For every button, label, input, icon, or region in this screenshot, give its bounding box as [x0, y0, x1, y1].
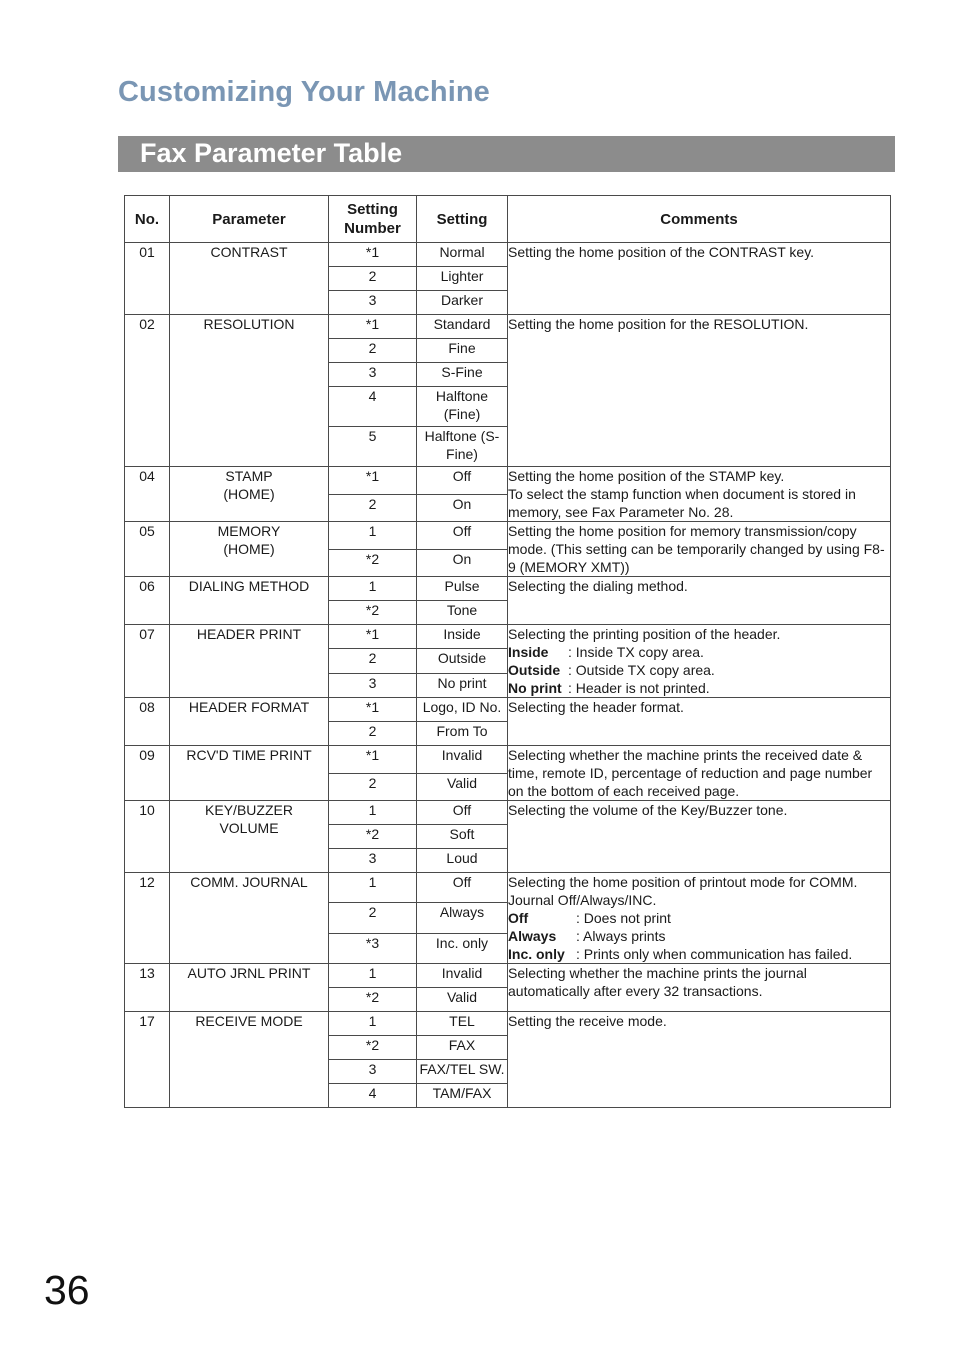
setting-value-cell: Always: [417, 903, 508, 933]
param-name-line: KEY/BUZZER: [205, 802, 293, 818]
comment-text: : Always prints: [576, 928, 666, 944]
setting-value-cell: Fine: [417, 339, 508, 363]
setting-value-cell: Off: [417, 522, 508, 550]
param-no-cell: 12: [125, 873, 170, 964]
param-no-cell: 02: [125, 315, 170, 467]
setting-value-cell: Normal: [417, 243, 508, 267]
comment-line: [508, 315, 890, 333]
table-row: [125, 522, 891, 550]
comment-line: [508, 909, 890, 927]
setting-value-cell: Standard: [417, 315, 508, 339]
setting-number-cell: 1: [329, 873, 417, 903]
setting-number-cell: 2: [329, 339, 417, 363]
setting-number-cell: 5: [329, 427, 417, 467]
setting-number-cell: *2: [329, 601, 417, 625]
table-row: [125, 746, 891, 774]
comment-term: No print: [508, 680, 562, 696]
param-name-cell: [170, 1012, 329, 1108]
comment-term: Inside: [508, 644, 549, 660]
setting-value-cell: Off: [417, 873, 508, 903]
setting-value-cell: Halftone (Fine): [417, 387, 508, 427]
param-name-line: (HOME): [223, 486, 275, 502]
setting-value-cell: Logo, ID No.: [417, 698, 508, 722]
setting-value-cell: Inside: [417, 625, 508, 649]
comments-cell: [508, 746, 891, 801]
comment-text: Setting the receive mode.: [508, 1013, 667, 1029]
setting-number-cell: 3: [329, 1060, 417, 1084]
comment-text: Selecting whether the machine prints the journal automatically after every 32 transactions.: [508, 965, 807, 999]
comment-term: Inc. only: [508, 946, 565, 962]
table-row: [125, 577, 891, 601]
param-no-cell: 01: [125, 243, 170, 315]
comment-line: [508, 243, 890, 261]
header-no: No.: [125, 196, 170, 243]
param-name-cell: [170, 698, 329, 746]
setting-number-cell: *1: [329, 467, 417, 495]
param-name-cell: [170, 467, 329, 522]
comment-text: Setting the home position for the RESOLUTION.: [508, 316, 809, 332]
param-no-cell: 10: [125, 801, 170, 873]
param-name-line: HEADER PRINT: [196, 626, 302, 642]
param-name-cell: [170, 577, 329, 625]
param-name-line: AUTO JRNL PRINT: [187, 965, 311, 981]
comments-cell: [508, 467, 891, 522]
comments-cell: [508, 522, 891, 577]
setting-value-cell: Off: [417, 801, 508, 825]
setting-value-cell: Halftone (S-Fine): [417, 427, 508, 467]
table-row: [125, 315, 891, 339]
setting-number-cell: 2: [329, 649, 417, 673]
param-no-cell: 05: [125, 522, 170, 577]
comment-text: Selecting whether the machine prints the received date & time, remote ID, percentage of reduction and page number on the bottom of each received page.: [508, 747, 873, 799]
setting-number-cell: 1: [329, 577, 417, 601]
param-name-line: COMM. JOURNAL: [190, 874, 308, 890]
table-row: [125, 625, 891, 649]
comment-line: [508, 945, 890, 963]
comment-text: Setting the home position of the STAMP key.: [508, 468, 785, 484]
setting-number-cell: 1: [329, 1012, 417, 1036]
setting-number-cell: *2: [329, 1036, 417, 1060]
comments-cell: [508, 577, 891, 625]
setting-value-cell: Loud: [417, 849, 508, 873]
header-parameter: Parameter: [170, 196, 329, 243]
param-name-cell: [170, 964, 329, 1012]
comment-text: Selecting the volume of the Key/Buzzer tone.: [508, 802, 788, 818]
comments-cell: [508, 243, 891, 315]
setting-value-cell: TAM/FAX: [417, 1084, 508, 1108]
setting-number-cell: 1: [329, 522, 417, 550]
comments-cell: [508, 964, 891, 1012]
param-no-cell: 17: [125, 1012, 170, 1108]
page-banner: [118, 136, 895, 172]
setting-value-cell: On: [417, 494, 508, 522]
setting-value-cell: S-Fine: [417, 363, 508, 387]
param-name-line: DIALING METHOD: [188, 578, 310, 594]
setting-value-cell: Soft: [417, 825, 508, 849]
setting-number-cell: *1: [329, 243, 417, 267]
setting-number-cell: *1: [329, 746, 417, 774]
comment-line: [508, 661, 890, 679]
comments-cell: [508, 698, 891, 746]
comment-line: [508, 927, 890, 945]
comment-line: [508, 801, 890, 819]
param-name-line: CONTRAST: [210, 244, 288, 260]
param-name-line: MEMORY: [217, 523, 281, 539]
comment-line: [508, 746, 890, 800]
comment-line: [508, 964, 890, 1000]
param-no-cell: 13: [125, 964, 170, 1012]
param-name-line: RESOLUTION: [203, 316, 295, 332]
comment-text: To select the stamp function when document is stored in memory, see Fax Parameter No. 28.: [508, 486, 856, 520]
comment-line: [508, 577, 890, 595]
comment-line: [508, 625, 890, 643]
param-name-cell: [170, 873, 329, 964]
header-setting-number-line: Number: [344, 220, 401, 237]
comments-cell: [508, 801, 891, 873]
header-setting: Setting: [417, 196, 508, 243]
table-row: [125, 243, 891, 267]
setting-number-cell: 4: [329, 1084, 417, 1108]
comment-line: [508, 522, 890, 576]
setting-value-cell: Valid: [417, 773, 508, 801]
comment-line: [508, 1012, 890, 1030]
header-setting-number: [329, 196, 417, 243]
setting-number-cell: 4: [329, 387, 417, 427]
param-no-cell: 09: [125, 746, 170, 801]
param-name-line: RCV'D TIME PRINT: [186, 747, 312, 763]
setting-value-cell: Outside: [417, 649, 508, 673]
setting-number-cell: 2: [329, 494, 417, 522]
param-name-line: RECEIVE MODE: [195, 1013, 303, 1029]
comment-text: Setting the home position of the CONTRAST key.: [508, 244, 815, 260]
param-name-cell: [170, 746, 329, 801]
comment-text: : Prints only when communication has failed.: [576, 946, 853, 962]
param-no-cell: 07: [125, 625, 170, 698]
param-name-cell: [170, 801, 329, 873]
param-name-cell: [170, 625, 329, 698]
setting-number-cell: 1: [329, 801, 417, 825]
comments-cell: [508, 625, 891, 698]
setting-value-cell: From To: [417, 722, 508, 746]
table-row: [125, 698, 891, 722]
setting-value-cell: TEL: [417, 1012, 508, 1036]
setting-value-cell: FAX/TEL SW.: [417, 1060, 508, 1084]
comments-cell: [508, 315, 891, 467]
comment-text: : Header is not printed.: [568, 680, 710, 696]
setting-number-cell: 2: [329, 903, 417, 933]
setting-number-cell: *2: [329, 825, 417, 849]
setting-number-cell: 2: [329, 722, 417, 746]
setting-number-cell: 3: [329, 673, 417, 697]
param-name-line: (HOME): [223, 541, 275, 557]
setting-value-cell: Darker: [417, 291, 508, 315]
table-header-row: [125, 196, 891, 243]
setting-number-cell: 3: [329, 291, 417, 315]
setting-value-cell: No print: [417, 673, 508, 697]
table-row: [125, 801, 891, 825]
param-no-cell: 08: [125, 698, 170, 746]
param-name-cell: [170, 522, 329, 577]
setting-value-cell: Invalid: [417, 964, 508, 988]
param-name-cell: [170, 315, 329, 467]
page-number: 36: [44, 1267, 90, 1313]
setting-number-cell: *2: [329, 988, 417, 1012]
comment-term: Always: [508, 928, 557, 944]
table-row: [125, 873, 891, 903]
setting-value-cell: Inc. only: [417, 933, 508, 963]
comment-text: Selecting the home position of printout mode for COMM. Journal Off/Always/INC.: [508, 874, 858, 908]
setting-number-cell: *1: [329, 315, 417, 339]
page-title: Fax Parameter Table: [140, 138, 403, 168]
setting-value-cell: Valid: [417, 988, 508, 1012]
header-setting-number-line: Setting: [347, 201, 398, 218]
comment-line: [508, 679, 890, 697]
comment-line: [508, 643, 890, 661]
table-body: [125, 243, 891, 1108]
param-name-line: HEADER FORMAT: [188, 699, 310, 715]
fax-parameter-table: [124, 195, 891, 1108]
param-no-cell: 06: [125, 577, 170, 625]
comment-line: [508, 698, 890, 716]
param-name-line: STAMP: [225, 468, 273, 484]
comment-line: [508, 873, 890, 909]
comment-line: [508, 485, 890, 521]
header-comments: Comments: [508, 196, 891, 243]
comments-cell: [508, 1012, 891, 1108]
comment-line: [508, 467, 890, 485]
setting-value-cell: Off: [417, 467, 508, 495]
setting-value-cell: Lighter: [417, 267, 508, 291]
comment-term: Outside: [508, 662, 561, 678]
param-no-cell: 04: [125, 467, 170, 522]
section-title: Customizing Your Machine: [118, 76, 490, 108]
setting-value-cell: Invalid: [417, 746, 508, 774]
setting-number-cell: 3: [329, 849, 417, 873]
comment-term: Off: [508, 910, 529, 926]
setting-number-cell: 3: [329, 363, 417, 387]
setting-number-cell: *1: [329, 698, 417, 722]
param-name-line: VOLUME: [219, 820, 279, 836]
setting-number-cell: *1: [329, 625, 417, 649]
setting-number-cell: *3: [329, 933, 417, 963]
setting-value-cell: Pulse: [417, 577, 508, 601]
table-row: [125, 467, 891, 495]
setting-number-cell: 2: [329, 773, 417, 801]
setting-number-cell: *2: [329, 549, 417, 577]
table-row: [125, 1012, 891, 1036]
comment-text: Selecting the dialing method.: [508, 578, 688, 594]
setting-number-cell: 2: [329, 267, 417, 291]
setting-value-cell: Tone: [417, 601, 508, 625]
comment-text: : Does not print: [576, 910, 671, 926]
comments-cell: [508, 873, 891, 964]
table-row: [125, 964, 891, 988]
setting-value-cell: On: [417, 549, 508, 577]
param-name-cell: [170, 243, 329, 315]
comment-text: Selecting the printing position of the header.: [508, 626, 781, 642]
setting-value-cell: FAX: [417, 1036, 508, 1060]
comment-text: Selecting the header format.: [508, 699, 684, 715]
comment-text: : Inside TX copy area.: [568, 644, 704, 660]
comment-text: : Outside TX copy area.: [568, 662, 715, 678]
comment-text: Setting the home position for memory transmission/copy mode. (This setting can be temporarily changed by using F8-9 (MEMORY XMT)): [508, 523, 885, 575]
setting-number-cell: 1: [329, 964, 417, 988]
